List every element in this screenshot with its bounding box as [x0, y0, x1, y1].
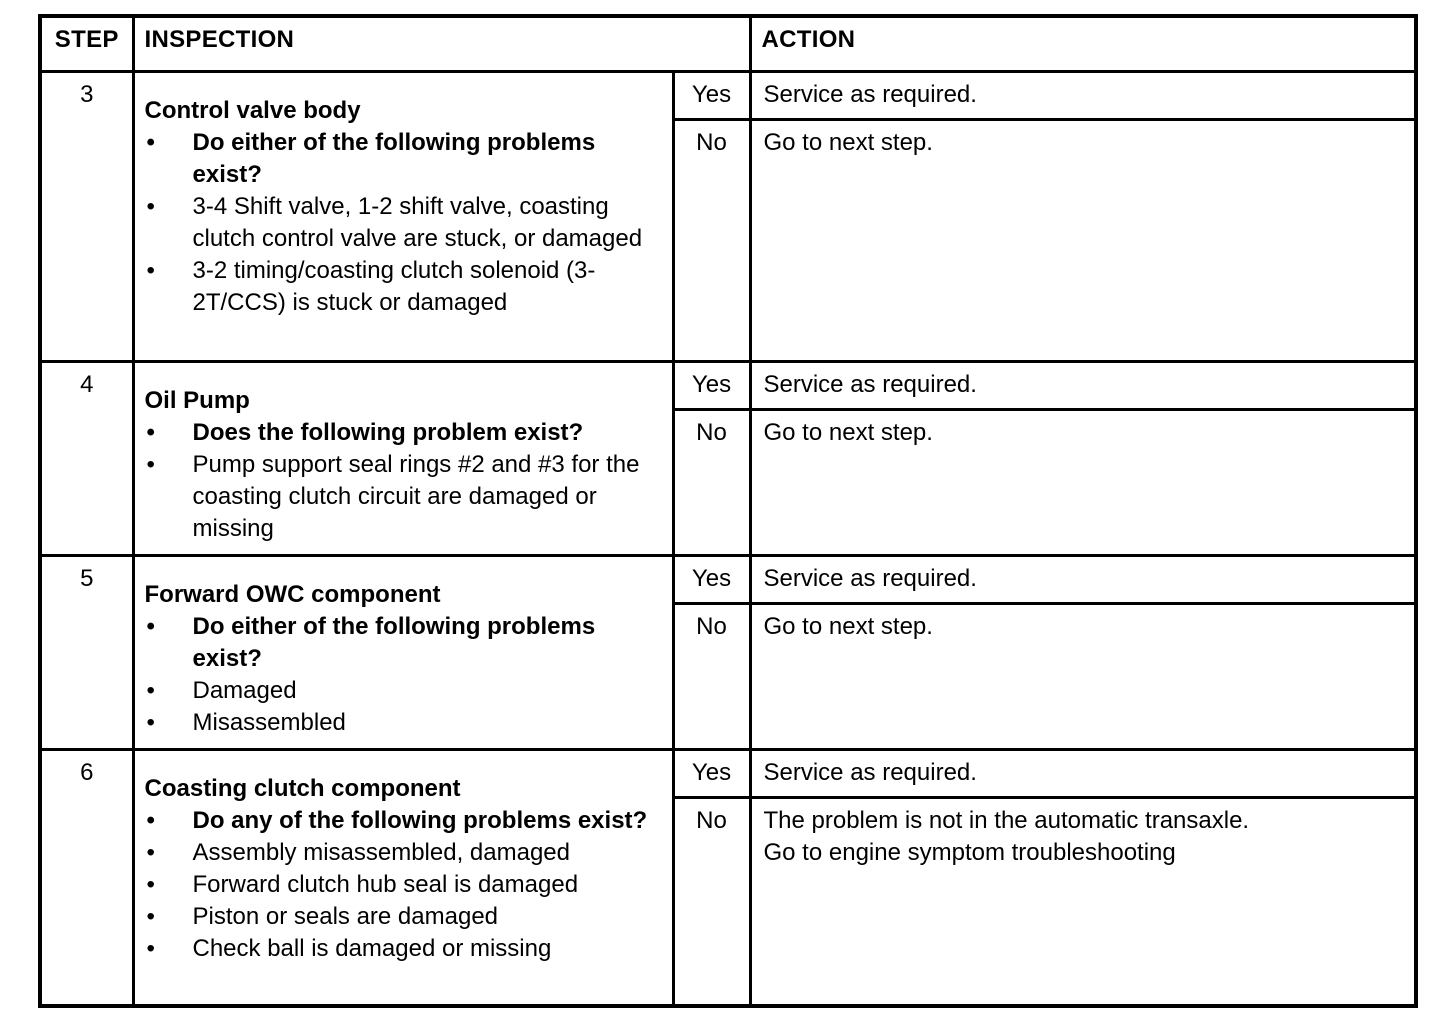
bullet-icon: •: [146, 677, 155, 704]
bullet-icon: •: [146, 451, 155, 478]
bullet-icon: •: [146, 935, 155, 962]
inspection-item: [145, 675, 664, 707]
inspection-item: [145, 837, 664, 869]
item-text: 3-2 timing/coasting clutch solenoid (3-2T/CCS) is stuck or damaged: [192, 257, 596, 316]
no-label: No: [673, 410, 750, 556]
no-label: No: [673, 798, 750, 1006]
yes-label: Yes: [673, 362, 750, 410]
inspection-item: [145, 191, 664, 255]
bullet-icon: •: [146, 419, 155, 446]
bullet-icon: •: [146, 257, 155, 284]
bullet-icon: •: [146, 807, 155, 834]
yes-action: Service as required.: [750, 750, 1416, 798]
inspection-table: [38, 14, 1418, 1008]
inspection-item: [145, 255, 664, 319]
item-text: 3-4 Shift valve, 1-2 shift valve, coasting clutch control valve are stuck, or damaged: [192, 193, 643, 252]
no-label: No: [673, 120, 750, 362]
yes-label: Yes: [673, 750, 750, 798]
inspection-item: [145, 707, 664, 739]
yes-action: Service as required.: [750, 72, 1416, 120]
yes-action: Service as required.: [750, 556, 1416, 604]
inspection-question: [145, 805, 664, 837]
inspection-title: Oil Pump: [144, 387, 250, 414]
item-text: Check ball is damaged or missing: [192, 935, 552, 962]
no-action-line: Go to engine symptom troubleshooting: [763, 839, 1176, 866]
inspection-title: Control valve body: [144, 97, 361, 124]
inspection-list: [145, 417, 664, 545]
table-row: [40, 362, 1416, 410]
yes-label: Yes: [673, 556, 750, 604]
item-text: Misassembled: [192, 709, 346, 736]
no-label: No: [673, 604, 750, 750]
step-number: 6: [40, 750, 133, 1006]
table-header-row: [40, 16, 1416, 72]
inspection-item: [145, 933, 664, 965]
inspection-cell: [133, 72, 673, 362]
inspection-cell: [133, 362, 673, 556]
table-body: [40, 72, 1416, 1006]
no-action: [750, 120, 1416, 362]
no-action: [750, 604, 1416, 750]
inspection-item: [145, 869, 664, 901]
item-text: Damaged: [192, 677, 297, 704]
step-number: 3: [40, 72, 133, 362]
bullet-icon: •: [146, 871, 155, 898]
no-action-line: Go to next step.: [763, 613, 933, 640]
question-text: Do any of the following problems exist?: [192, 807, 648, 834]
table-row: [40, 556, 1416, 604]
item-text: Piston or seals are damaged: [192, 903, 499, 930]
question-text: Do either of the following problems exist?: [192, 129, 596, 188]
bullet-icon: •: [146, 193, 155, 220]
table-row: [40, 750, 1416, 798]
bullet-icon: •: [146, 903, 155, 930]
item-text: Pump support seal rings #2 and #3 for the coasting clutch circuit are damaged or missing: [192, 451, 640, 542]
inspection-cell: [133, 556, 673, 750]
action-column-header: ACTION: [750, 16, 1416, 72]
inspection-title: Forward OWC component: [144, 581, 441, 608]
inspection-cell: [133, 750, 673, 1006]
inspection-item: [145, 901, 664, 933]
inspection-list: [145, 127, 664, 319]
no-action-line: The problem is not in the automatic transaxle.: [763, 807, 1250, 834]
inspection-list: [145, 805, 664, 965]
question-text: Does the following problem exist?: [192, 419, 584, 446]
step-number: 4: [40, 362, 133, 556]
no-action-line: Go to next step.: [763, 129, 933, 156]
inspection-question: [145, 127, 664, 191]
inspection-column-header: INSPECTION: [133, 16, 750, 72]
bullet-icon: •: [146, 613, 155, 640]
inspection-list: [145, 611, 664, 739]
no-action: [750, 798, 1416, 1006]
bullet-icon: •: [146, 839, 155, 866]
table-row: [40, 72, 1416, 120]
bullet-icon: •: [146, 709, 155, 736]
inspection-question: [145, 611, 664, 675]
bullet-icon: •: [146, 129, 155, 156]
no-action: [750, 410, 1416, 556]
inspection-question: [145, 417, 664, 449]
yes-label: Yes: [673, 72, 750, 120]
inspection-title: Coasting clutch component: [144, 775, 461, 802]
inspection-item: [145, 449, 664, 545]
yes-action: Service as required.: [750, 362, 1416, 410]
item-text: Assembly misassembled, damaged: [192, 839, 570, 866]
item-text: Forward clutch hub seal is damaged: [192, 871, 579, 898]
question-text: Do either of the following problems exist?: [192, 613, 596, 672]
step-number: 5: [40, 556, 133, 750]
step-column-header: STEP: [40, 16, 133, 72]
no-action-line: Go to next step.: [763, 419, 933, 446]
